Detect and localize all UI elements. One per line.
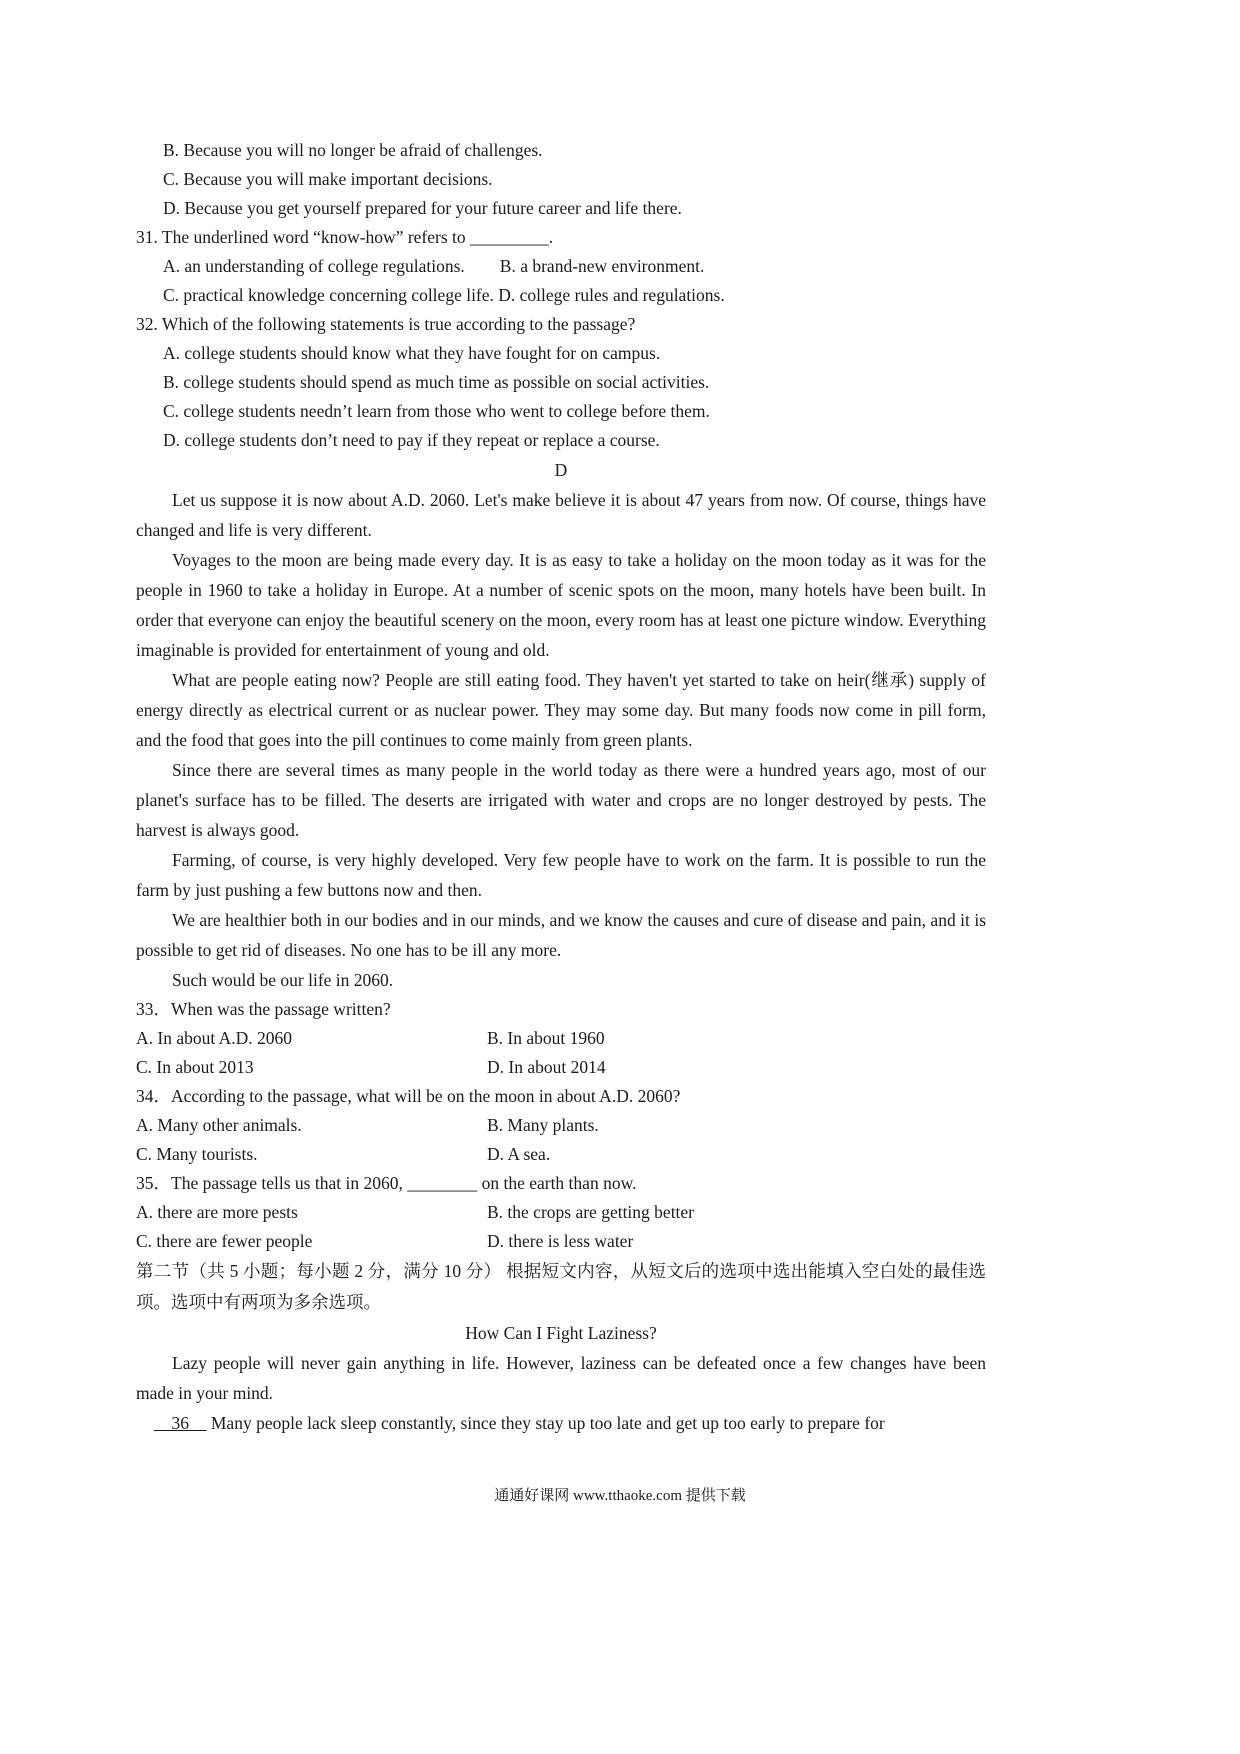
option-left: A. Many other animals. [136, 1115, 302, 1135]
question-33: 33．When was the passage written? [136, 999, 391, 1019]
option-line: C. Because you will make important decisions. [163, 169, 493, 189]
question-35: 35．The passage tells us that in 2060, ________ on the earth than now. [136, 1173, 637, 1193]
fill-blank-line [136, 1408, 986, 1438]
option-right: B. In about 1960 [487, 1028, 605, 1048]
option-left: C. there are fewer people [136, 1231, 313, 1251]
options-row [136, 1227, 986, 1256]
page-footer [0, 1484, 1240, 1505]
passage-paragraph: Let us suppose it is now about A.D. 2060. Let's make believe it is about 47 years from now. Of course, things have changed and life is very different. [136, 490, 986, 540]
question-32: 32. Which of the following statements is true according to the passage? [136, 314, 636, 334]
line-text: Many people lack sleep constantly, since they stay up too late and get up too early to prepare for [206, 1413, 885, 1433]
option-line: B. Because you will no longer be afraid of challenges. [163, 140, 543, 160]
options-row [136, 1198, 986, 1227]
passage-paragraph: Such would be our life in 2060. [172, 970, 394, 990]
passage-paragraph: Since there are several times as many people in the world today as there were a hundred years ago, most of our planet's surface has to be filled. The deserts are irrigated with water and crops are no longer destroyed by pests. The harvest is always good. [136, 760, 986, 840]
question-34: 34．According to the passage, what will be on the moon in about A.D. 2060? [136, 1086, 681, 1106]
option-right: D. there is less water [487, 1231, 634, 1251]
option-left: C. Many tourists. [136, 1144, 258, 1164]
footer-text: 通通好课网 www.tthaoke.com 提供下载 [494, 1488, 746, 1504]
option-line: C. practical knowledge concerning college life. D. college rules and regulations. [163, 285, 725, 305]
option-left: C. In about 2013 [136, 1057, 254, 1077]
section-instructions: 第二节（共 5 小题；每小题 2 分，满分 10 分） 根据短文内容，从短文后的选项中选出能填入空白处的最佳选项。选项中有两项为多余选项。 [136, 1261, 986, 1312]
question-31: 31. The underlined word “know-how” refers to _________. [136, 227, 554, 247]
passage-heading-d: D [554, 460, 568, 480]
option-left: A. In about A.D. 2060 [136, 1028, 293, 1048]
cloze-title: How Can I Fight Laziness? [465, 1323, 657, 1343]
options-row [136, 1140, 986, 1169]
option-left: A. there are more pests [136, 1202, 298, 1222]
options-row [136, 1024, 986, 1053]
options-row [136, 1053, 986, 1082]
option-right: D. A sea. [487, 1144, 551, 1164]
passage-paragraph: What are people eating now? People are still eating food. They haven't yet started to take on heir(继承) supply of energy directly as electrical current or as nuclear power. They may some day. But many foods now come in pill form, and the food that goes into the pill continues to come mainly from green plants. [136, 670, 986, 750]
passage-paragraph: Farming, of course, is very highly developed. Very few people have to work on the farm. It is possible to run the farm by just pushing a few buttons now and then. [136, 850, 986, 900]
blank-number: 36 [154, 1413, 207, 1433]
exam-content [136, 136, 986, 1438]
options-row [136, 1111, 986, 1140]
option-line: B. college students should spend as much time as possible on social activities. [163, 372, 710, 392]
option-line: A. an understanding of college regulations. B. a brand-new environment. [163, 256, 705, 276]
option-line: D. Because you get yourself prepared for your future career and life there. [163, 198, 682, 218]
option-right: D. In about 2014 [487, 1057, 606, 1077]
passage-paragraph: Voyages to the moon are being made every day. It is as easy to take a holiday on the moon today as it was for the people in 1960 to take a holiday in Europe. At a number of scenic spots on the moon, many hotels have been built. In order that everyone can enjoy the beautiful scenery on the moon, every room has at least one picture window. Everything imaginable is provided for entertainment of young and old. [136, 550, 986, 660]
option-line: A. college students should know what they have fought for on campus. [163, 343, 661, 363]
passage-paragraph: Lazy people will never gain anything in life. However, laziness can be defeated once a few changes have been made in your mind. [136, 1353, 986, 1403]
option-line: D. college students don’t need to pay if they repeat or replace a course. [163, 430, 660, 450]
option-line: C. college students needn’t learn from those who went to college before them. [163, 401, 710, 421]
option-right: B. Many plants. [487, 1115, 599, 1135]
passage-paragraph: We are healthier both in our bodies and in our minds, and we know the causes and cure of disease and pain, and it is possible to get rid of diseases. No one has to be ill any more. [136, 910, 986, 960]
option-right: B. the crops are getting better [487, 1202, 695, 1222]
